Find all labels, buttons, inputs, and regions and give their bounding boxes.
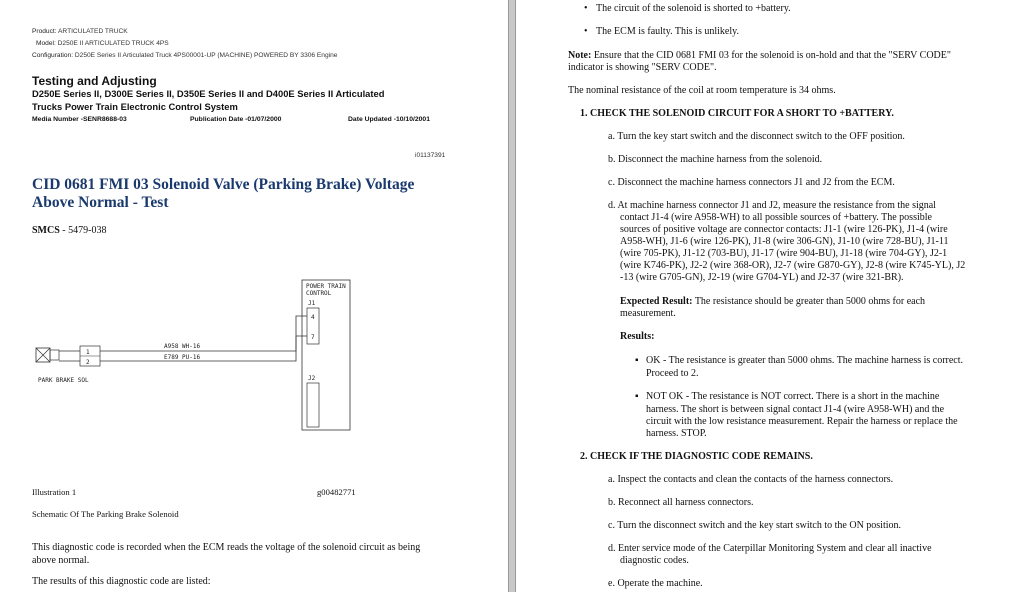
wire-e789-label: E789 PU-16 (164, 354, 201, 361)
j1-pin4: 4 (311, 314, 315, 321)
step-2-title: 2. CHECK IF THE DIAGNOSTIC CODE REMAINS. (580, 451, 813, 462)
results-intro: The results of this diagnostic code are listed: (32, 576, 211, 587)
doc-subtitle-line1: D250E Series II, D300E Series II, D350E Series II and D400E Series II Articulated (32, 88, 385, 99)
date-updated: Date Updated -10/10/2001 (348, 116, 430, 123)
page-heading-line2: Above Normal - Test (32, 194, 169, 211)
config-value: D250E Series II Articulated Truck 4PS00001-UP (MACHINE) POWERED BY 3306 Engine (74, 52, 338, 59)
model-label: Model: (36, 40, 56, 47)
illustration-caption: Schematic Of The Parking Brake Solenoid (32, 509, 179, 519)
cause-bullet-1: • The circuit of the solenoid is shorted to +battery. (596, 3, 791, 16)
sol-pin1: 1 (86, 349, 90, 356)
wire-e789 (100, 336, 307, 361)
result-ok-line1: ▪ OK - The resistance is greater than 5000 ohms. The machine harness is correct. (646, 355, 963, 368)
note-line2: indicator is showing "SERV CODE". (568, 62, 717, 73)
step-2a: a. Inspect the contacts and clean the contacts of the harness connectors. (608, 474, 894, 485)
page-divider (508, 0, 516, 592)
result-notok-line4: harness. STOP. (646, 428, 707, 439)
parking-brake-schematic (28, 270, 368, 440)
product-label: Product: (32, 28, 57, 35)
nominal-resistance: The nominal resistance of the coil at room temperature is 34 ohms. (568, 85, 836, 96)
result-notok-line2: harness. The short is between signal contact J1-4 (wire A958-WH) and the (646, 404, 945, 415)
wire-a958 (100, 316, 307, 351)
cause-bullet-2: • The ECM is faulty. This is unlikely. (596, 26, 739, 39)
section-title: Testing and Adjusting (32, 74, 157, 88)
expected-result-text: The resistance should be greater than 5000 ohms for each (692, 296, 926, 307)
step-1a: a. Turn the key start switch and the disconnect switch to the OFF position. (608, 131, 905, 142)
step-2d-line2: diagnostic codes. (620, 555, 689, 566)
note-label: Note: (568, 50, 592, 61)
product-line (32, 28, 128, 35)
step-2e: e. Operate the machine. (608, 578, 703, 589)
configuration-line (32, 52, 337, 59)
step-1d-line7: -13 (wire G705-GN), J2-19 (wire G704-YL) and J2-37 (wire 321-BR). (620, 272, 904, 283)
note-text: Ensure that the CID 0681 FMI 03 for the solenoid is on-hold and that the "SERV CODE" (591, 50, 951, 61)
step-2b: b. Reconnect all harness connectors. (608, 497, 754, 508)
step-1d-line2: contact J1-4 (wire A958-WH) to all possible sources of +battery. The possible (620, 212, 932, 223)
config-label: Configuration: (32, 52, 74, 59)
expected-result-line1 (620, 296, 925, 308)
sol-pin2: 2 (86, 359, 90, 366)
step-1b: b. Disconnect the machine harness from the solenoid. (608, 154, 823, 165)
result-notok-line3: circuit with the low resistance measurement. Repair the harness or replace the (646, 416, 958, 427)
model-line (36, 40, 169, 47)
j1-label: J1 (308, 300, 316, 307)
j1-pin7: 7 (311, 334, 315, 341)
description-line1: This diagnostic code is recorded when the ECM reads the voltage of the solenoid circuit as being (32, 542, 421, 553)
illustration-id: g00482771 (317, 487, 356, 497)
step-1d-line6: (wire K746-PK), J2-2 (wire 368-OR), J2-7 (wire G870-GY), J2-8 (wire K745-YL), J2 (620, 260, 966, 271)
page-heading-line1: CID 0681 FMI 03 Solenoid Valve (Parking Brake) Voltage (32, 176, 415, 193)
step-1d-line1: d. At machine harness connector J1 and J2, measure the resistance from the signal (608, 200, 936, 211)
illustration-label: Illustration 1 (32, 487, 77, 497)
right-page (516, 0, 1015, 592)
smcs-value: - 5479-038 (62, 225, 107, 236)
ecm-label-line2: CONTROL (306, 290, 332, 297)
step-1d-line5: (wire 705-PK), J1-12 (703-BU), J1-17 (wire 904-BU), J1-18 (wire 704-GY), J2-1 (620, 248, 948, 259)
smcs-code (32, 225, 106, 237)
step-1c: c. Disconnect the machine harness connectors J1 and J2 from the ECM. (608, 177, 895, 188)
result-notok-line1: ▪ NOT OK - The resistance is NOT correct. There is a short in the machine (646, 391, 939, 404)
media-number: Media Number -SENR8688-03 (32, 116, 127, 123)
publication-date: Publication Date -01/07/2000 (190, 116, 282, 123)
solenoid-label: PARK BRAKE SOL (38, 377, 89, 384)
step-2d-line1: d. Enter service mode of the Caterpillar Monitoring System and clear all inactive (608, 543, 932, 554)
expected-result-label: Expected Result: (620, 296, 693, 307)
step-2c: c. Turn the disconnect switch and the key start switch to the ON position. (608, 520, 902, 531)
wire-a958-label: A958 WH-16 (164, 343, 201, 350)
step-1d-line3: sources of positive voltage are connector contacts: J1-1 (wire 126-PK), J1-4 (wire (620, 224, 948, 235)
step-1d-line4: A958-WH), J1-6 (wire 126-PK), J1-8 (wire 306-GN), J1-10 (wire 728-BU), J1-11 (620, 236, 949, 247)
doc-subtitle-line2: Trucks Power Train Electronic Control System (32, 101, 238, 112)
product-value: ARTICULATED TRUCK (58, 28, 128, 35)
description-line2: above normal. (32, 555, 90, 566)
document-id: i01137391 (415, 152, 446, 159)
ecm-label-line1: POWER TRAIN (306, 283, 346, 290)
model-value: D250E II ARTICULATED TRUCK 4PS (57, 40, 169, 47)
result-ok-line2: Proceed to 2. (646, 368, 699, 379)
note-line1 (568, 50, 951, 62)
expected-result-line2: measurement. (620, 308, 676, 319)
step-1-title: 1. CHECK THE SOLENOID CIRCUIT FOR A SHORT TO +BATTERY. (580, 108, 894, 119)
smcs-label: SMCS (32, 225, 60, 236)
j2-connector (307, 383, 319, 427)
j2-label: J2 (308, 375, 316, 382)
results-label: Results: (620, 331, 655, 342)
